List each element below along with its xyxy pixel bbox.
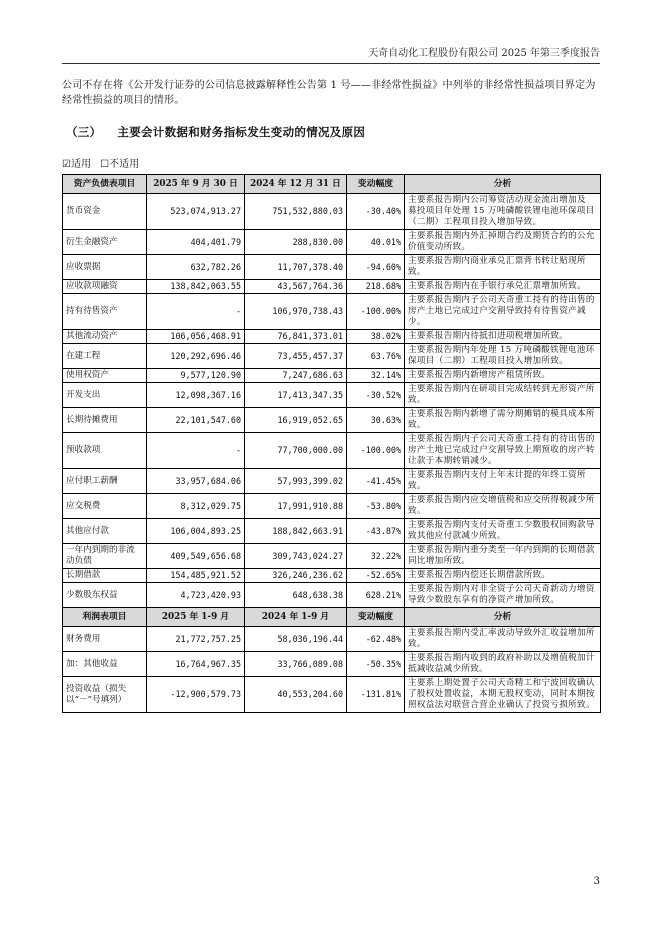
row-analysis: 主要系报告期内待抵扣进项税增加所致。 (405, 330, 601, 344)
row-analysis: 主要系报告期内偿还长期借款所致。 (405, 569, 601, 583)
row-previous-value: 106,970,738.43 (245, 294, 347, 330)
row-previous-value: 40,553,204.60 (245, 677, 347, 713)
row-analysis: 主要系报告期内新增了需分期摊销的模具成本所致。 (405, 408, 601, 433)
row-analysis: 主要系报告期内支付天奇重工少数股权回购款导致其他应付款减少所致。 (405, 519, 601, 544)
column-header: 分析 (405, 175, 601, 194)
row-previous-value: 326,246,236.62 (245, 569, 347, 583)
row-current-value: 22,101,547.60 (147, 408, 245, 433)
row-current-value: - (147, 433, 245, 469)
table-row (63, 344, 601, 369)
column-header: 变动幅度 (347, 175, 405, 194)
row-previous-value: 751,532,880.03 (245, 194, 347, 230)
income-header-row (63, 608, 601, 627)
section-heading: 主要会计数据和财务指标发生变动的情况及原因 (117, 125, 366, 139)
row-current-value: 409,549,656.68 (147, 544, 245, 569)
row-current-value: 523,074,913.27 (147, 194, 245, 230)
row-current-value: 106,056,468.91 (147, 330, 245, 344)
row-change-rate: 218.68% (347, 280, 405, 294)
row-change-rate: -52.65% (347, 569, 405, 583)
row-item-name: 应付职工薪酬 (63, 469, 147, 494)
row-item-name: 应交税费 (63, 494, 147, 519)
row-item-name: 货币资金 (63, 194, 147, 230)
row-current-value: 154,485,921.52 (147, 569, 245, 583)
row-current-value: 9,577,120.90 (147, 369, 245, 383)
row-analysis: 主要系报告期内对非全资子公司天奇新动力增资导致少数股东享有的净资产增加所致。 (405, 583, 601, 608)
section-number: （三） (66, 125, 102, 139)
row-current-value: 138,842,063.55 (147, 280, 245, 294)
row-change-rate: -30.52% (347, 383, 405, 408)
column-header: 2024 年 12 月 31 日 (245, 175, 347, 194)
row-current-value: 632,782.26 (147, 255, 245, 280)
table-row (63, 383, 601, 408)
column-header: 利润表项目 (63, 608, 147, 627)
row-item-name: 长期待摊费用 (63, 408, 147, 433)
row-previous-value: 188,842,663.91 (245, 519, 347, 544)
row-item-name: 使用权资产 (63, 369, 147, 383)
column-header: 2024 年 1-9 月 (245, 608, 347, 627)
row-previous-value: 77,700,000.00 (245, 433, 347, 469)
row-current-value: - (147, 294, 245, 330)
row-previous-value: 7,247,686.63 (245, 369, 347, 383)
row-change-rate: -94.60% (347, 255, 405, 280)
row-current-value: 120,292,696.46 (147, 344, 245, 369)
row-previous-value: 73,455,457.37 (245, 344, 347, 369)
row-change-rate: 628.21% (347, 583, 405, 608)
row-change-rate: -100.00% (347, 433, 405, 469)
column-header: 变动幅度 (347, 608, 405, 627)
table-row (63, 294, 601, 330)
row-item-name: 财务费用 (63, 627, 147, 652)
table-row (63, 652, 601, 677)
row-analysis: 主要系报告期内公司筹资活动现金流出增加及 募投项目年处理 15 万吨磷酸铁锂电池环保项目（二期）工程项目投入增加导致。 (405, 194, 601, 230)
row-current-value: 106,004,893.25 (147, 519, 245, 544)
row-item-name: 开发支出 (63, 383, 147, 408)
row-item-name: 持有待售资产 (63, 294, 147, 330)
table-row (63, 280, 601, 294)
not-applicable-checkbox[interactable]: ☐不适用 (100, 159, 140, 170)
intro-paragraph: 公司不存在将《公开发行证券的公司信息披露解释性公告第 1 号——非经常性损益》中列举的非经常性损益项目界定为经常性损益的项目的情形。 (62, 80, 596, 106)
table-row (63, 677, 601, 713)
row-item-name: 投资收益（损失以“－”号填列） (63, 677, 147, 713)
row-previous-value: 16,919,052.65 (245, 408, 347, 433)
page-number: 3 (593, 876, 600, 887)
row-analysis: 主要系报告期内在手银行承兑汇票增加所致。 (405, 280, 601, 294)
row-item-name: 在建工程 (63, 344, 147, 369)
row-analysis: 主要系报告期内收到的政府补助以及增值税加计抵减收益减少所致。 (405, 652, 601, 677)
row-current-value: 8,312,029.75 (147, 494, 245, 519)
row-previous-value: 288,830.00 (245, 230, 347, 255)
column-header: 资产负债表项目 (63, 175, 147, 194)
row-current-value: -12,900,579.73 (147, 677, 245, 713)
row-change-rate: 40.01% (347, 230, 405, 255)
row-analysis: 主要系上期处置子公司天奇精工和宁波回收确认了股权处置收益，本期无股权变动，同时本期按照权益法对联营合营企业确认了投资亏损所致。 (405, 677, 601, 713)
row-item-name: 长期借款 (63, 569, 147, 583)
row-current-value: 21,772,757.25 (147, 627, 245, 652)
row-analysis: 主要系报告期内在研项目完成结转到无形资产所致。 (405, 383, 601, 408)
row-previous-value: 57,993,399.02 (245, 469, 347, 494)
table-row (63, 469, 601, 494)
row-change-rate: -30.40% (347, 194, 405, 230)
row-previous-value: 648,638.38 (245, 583, 347, 608)
row-analysis: 主要系报告期内子公司天奇重工持有的待出售的房产土地已完成过户交割导致持有待售资产减少。 (405, 294, 601, 330)
column-header: 2025 年 1-9 月 (147, 608, 245, 627)
row-current-value: 4,723,420.93 (147, 583, 245, 608)
table-row (63, 433, 601, 469)
row-change-rate: 30.63% (347, 408, 405, 433)
row-change-rate: 32.14% (347, 369, 405, 383)
row-current-value: 12,098,367.16 (147, 383, 245, 408)
row-previous-value: 58,036,196.44 (245, 627, 347, 652)
row-previous-value: 11,707,378.40 (245, 255, 347, 280)
row-analysis: 主要系报告期内商业承兑汇票背书转让贴现所致。 (405, 255, 601, 280)
table-row (63, 494, 601, 519)
row-previous-value: 309,743,024.27 (245, 544, 347, 569)
row-current-value: 33,957,684.06 (147, 469, 245, 494)
row-analysis: 主要系报告期内新增房产租赁所致。 (405, 369, 601, 383)
row-analysis: 主要系报告期内年处理 15 万吨磷酸铁锂电池环保项目（二期）工程项目投入增加所致。 (405, 344, 601, 369)
row-item-name: 预收款项 (63, 433, 147, 469)
table-row (63, 369, 601, 383)
row-previous-value: 33,766,089.08 (245, 652, 347, 677)
row-previous-value: 17,413,347.35 (245, 383, 347, 408)
row-change-rate: -53.80% (347, 494, 405, 519)
page-header: 天奇自动化工程股份有限公司 2025 年第三季度报告 (62, 44, 600, 64)
row-analysis: 主要系报告期内重分类至一年内到期的长期借款同比增加所致。 (405, 544, 601, 569)
row-item-name: 加：其他收益 (63, 652, 147, 677)
row-analysis: 主要系报告期内支付上年末计提的年终工资所致。 (405, 469, 601, 494)
column-header: 2025 年 9 月 30 日 (147, 175, 245, 194)
row-item-name: 其他流动资产 (63, 330, 147, 344)
applicable-checkbox[interactable]: ☑适用 (62, 159, 91, 170)
table-row (63, 519, 601, 544)
table-row (63, 408, 601, 433)
row-item-name: 应收票据 (63, 255, 147, 280)
financial-changes-table (62, 174, 601, 713)
row-change-rate: -50.35% (347, 652, 405, 677)
row-change-rate: -100.00% (347, 294, 405, 330)
row-change-rate: -131.81% (347, 677, 405, 713)
applicability-line (62, 155, 145, 170)
row-item-name: 衍生金融资产 (63, 230, 147, 255)
table-row (63, 583, 601, 608)
row-analysis: 主要系报告期内外汇掉期合约及期货合约的公允价值变动所致。 (405, 230, 601, 255)
row-item-name: 一年内到期的非流动负债 (63, 544, 147, 569)
section-title (66, 124, 381, 140)
table-row (63, 627, 601, 652)
table-row (63, 569, 601, 583)
balance-header-row (63, 175, 601, 194)
row-previous-value: 17,991,910.88 (245, 494, 347, 519)
row-item-name: 应收款项融资 (63, 280, 147, 294)
row-change-rate: -41.45% (347, 469, 405, 494)
row-analysis: 主要系报告期内应交增值税和应交所得税减少所致。 (405, 494, 601, 519)
row-item-name: 其他应付款 (63, 519, 147, 544)
row-previous-value: 76,841,373.01 (245, 330, 347, 344)
table-row (63, 330, 601, 344)
table-row (63, 255, 601, 280)
row-current-value: 16,764,967.35 (147, 652, 245, 677)
row-change-rate: 63.76% (347, 344, 405, 369)
row-item-name: 少数股东权益 (63, 583, 147, 608)
table-row (63, 194, 601, 230)
row-change-rate: -62.48% (347, 627, 405, 652)
row-analysis: 主要系报告期内受汇率波动导致外汇收益增加所致。 (405, 627, 601, 652)
row-change-rate: 32.22% (347, 544, 405, 569)
row-previous-value: 43,567,764.36 (245, 280, 347, 294)
row-current-value: 404,401.79 (147, 230, 245, 255)
row-change-rate: -43.87% (347, 519, 405, 544)
column-header: 分析 (405, 608, 601, 627)
row-change-rate: 38.02% (347, 330, 405, 344)
table-row (63, 544, 601, 569)
row-analysis: 主要系报告期内子公司天奇重工持有的待出售的房产土地已完成过户交割导致上期预收的房产转让款于本期转销减少。 (405, 433, 601, 469)
table-row (63, 230, 601, 255)
